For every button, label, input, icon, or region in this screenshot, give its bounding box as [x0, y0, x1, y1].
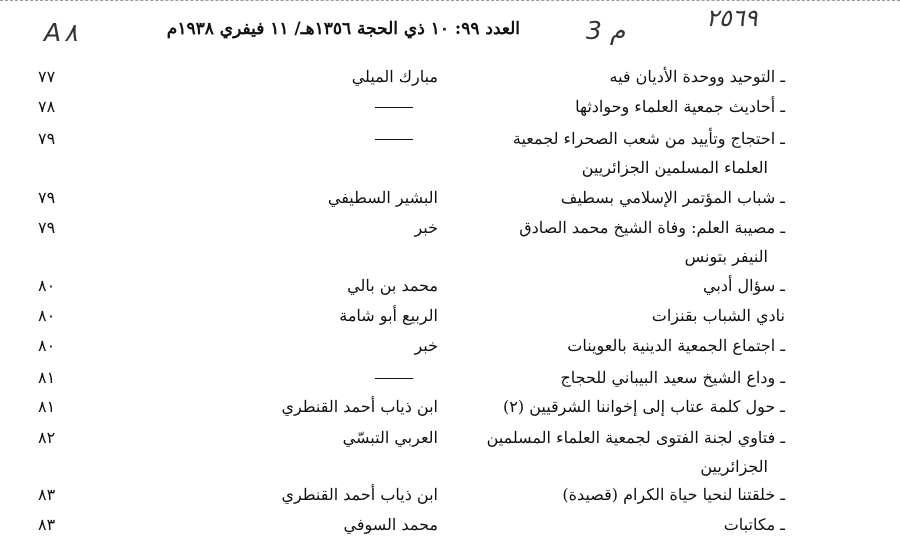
- toc-entry: [0, 213, 900, 266]
- entry-title: ـ سؤال أدبي: [703, 276, 785, 295]
- entry-title: ـ خلقتنا لنحيا حياة الكرام (قصيدة): [562, 485, 785, 504]
- entry-page-number: ٨١: [38, 368, 56, 387]
- toc-entry: [0, 92, 900, 122]
- toc-entry: [0, 363, 900, 393]
- entry-page-number: ٧٩: [38, 188, 56, 207]
- entry-title: ـ وداع الشيخ سعيد البيباني للحجاج: [560, 368, 785, 387]
- entry-title-continuation: النيفر بتونس: [684, 247, 768, 266]
- entry-page-number: ٨٢: [38, 428, 56, 447]
- entry-author: ابن ذياب أحمد القنطري: [281, 485, 438, 504]
- toc-entry: [0, 392, 900, 422]
- toc-entry: [0, 510, 900, 540]
- entry-page-number: ٧٩: [38, 218, 56, 237]
- entry-author: مبارك الميلي: [351, 67, 438, 86]
- page-top-edge: [0, 0, 900, 4]
- handwritten-mark: 3 م: [586, 16, 626, 45]
- toc-entry: [0, 301, 900, 331]
- entry-page-number: ٨٠: [38, 336, 56, 355]
- entry-page-number: ٧٧: [38, 67, 56, 86]
- entry-title: ـ مصيبة العلم: وفاة الشيخ محمد الصادق: [519, 218, 785, 237]
- entry-title: ـ التوحيد ووحدة الأديان فيه: [609, 67, 785, 86]
- entry-author: ابن ذياب أحمد القنطري: [281, 397, 438, 416]
- entry-page-number: ٨٣: [38, 515, 56, 534]
- handwritten-page-number: A٨: [44, 18, 78, 47]
- entry-page-number: ٧٩: [38, 129, 56, 148]
- entry-author: محمد السوفي: [343, 515, 438, 534]
- entry-author: خبر: [414, 218, 438, 237]
- entry-page-number: ٧٨: [38, 97, 56, 116]
- entry-author: محمد بن بالي: [347, 276, 438, 295]
- entry-title: ـ اجتماع الجمعية الدينية بالعوينات: [567, 336, 785, 355]
- entry-title: ـ شباب المؤتمر الإسلامي بسطيف: [560, 188, 785, 207]
- entry-author: البشير السطيفي: [327, 188, 438, 207]
- entry-title: ـ مكاتبات: [723, 515, 785, 534]
- entry-title-continuation: العلماء المسلمين الجزائريين: [581, 158, 768, 177]
- handwritten-catalog-number: ٢٥٦٩: [706, 4, 758, 32]
- author-dash: [375, 139, 413, 140]
- entry-author: خبر: [414, 336, 438, 355]
- toc-entry: [0, 62, 900, 92]
- toc-entry: [0, 331, 900, 361]
- entry-author: الربيع أبو شامة: [339, 306, 438, 325]
- entry-title: ـ احتجاج وتأييد من شعب الصحراء لجمعية: [512, 129, 785, 148]
- toc-entry: [0, 480, 900, 510]
- toc-entry: [0, 271, 900, 301]
- entry-page-number: ٨٣: [38, 485, 56, 504]
- entry-author: العربي التبسّي: [342, 428, 438, 447]
- entry-title: ـ أحاديث جمعية العلماء وحوادثها: [575, 97, 785, 116]
- entry-title: ـ حول كلمة عتاب إلى إخواننا الشرقيين (٢): [503, 397, 785, 416]
- entry-page-number: ٨٠: [38, 306, 56, 325]
- author-dash: [375, 378, 413, 379]
- entry-page-number: ٨٠: [38, 276, 56, 295]
- entry-title: نادي الشباب بقنزات: [651, 306, 785, 325]
- toc-entry: [0, 124, 900, 177]
- toc-entry: [0, 183, 900, 213]
- entry-page-number: ٨١: [38, 397, 56, 416]
- toc-entry: [0, 423, 900, 476]
- entry-title-continuation: الجزائريين: [700, 457, 768, 476]
- entry-title: ـ فتاوي لجنة الفتوى لجمعية العلماء المسلمين: [486, 428, 785, 447]
- author-dash: [375, 107, 413, 108]
- issue-header: العدد ٩٩: ١٠ ذي الحجة ١٣٥٦هـ/ ١١ فيفري ١٩٣٨م: [166, 19, 520, 39]
